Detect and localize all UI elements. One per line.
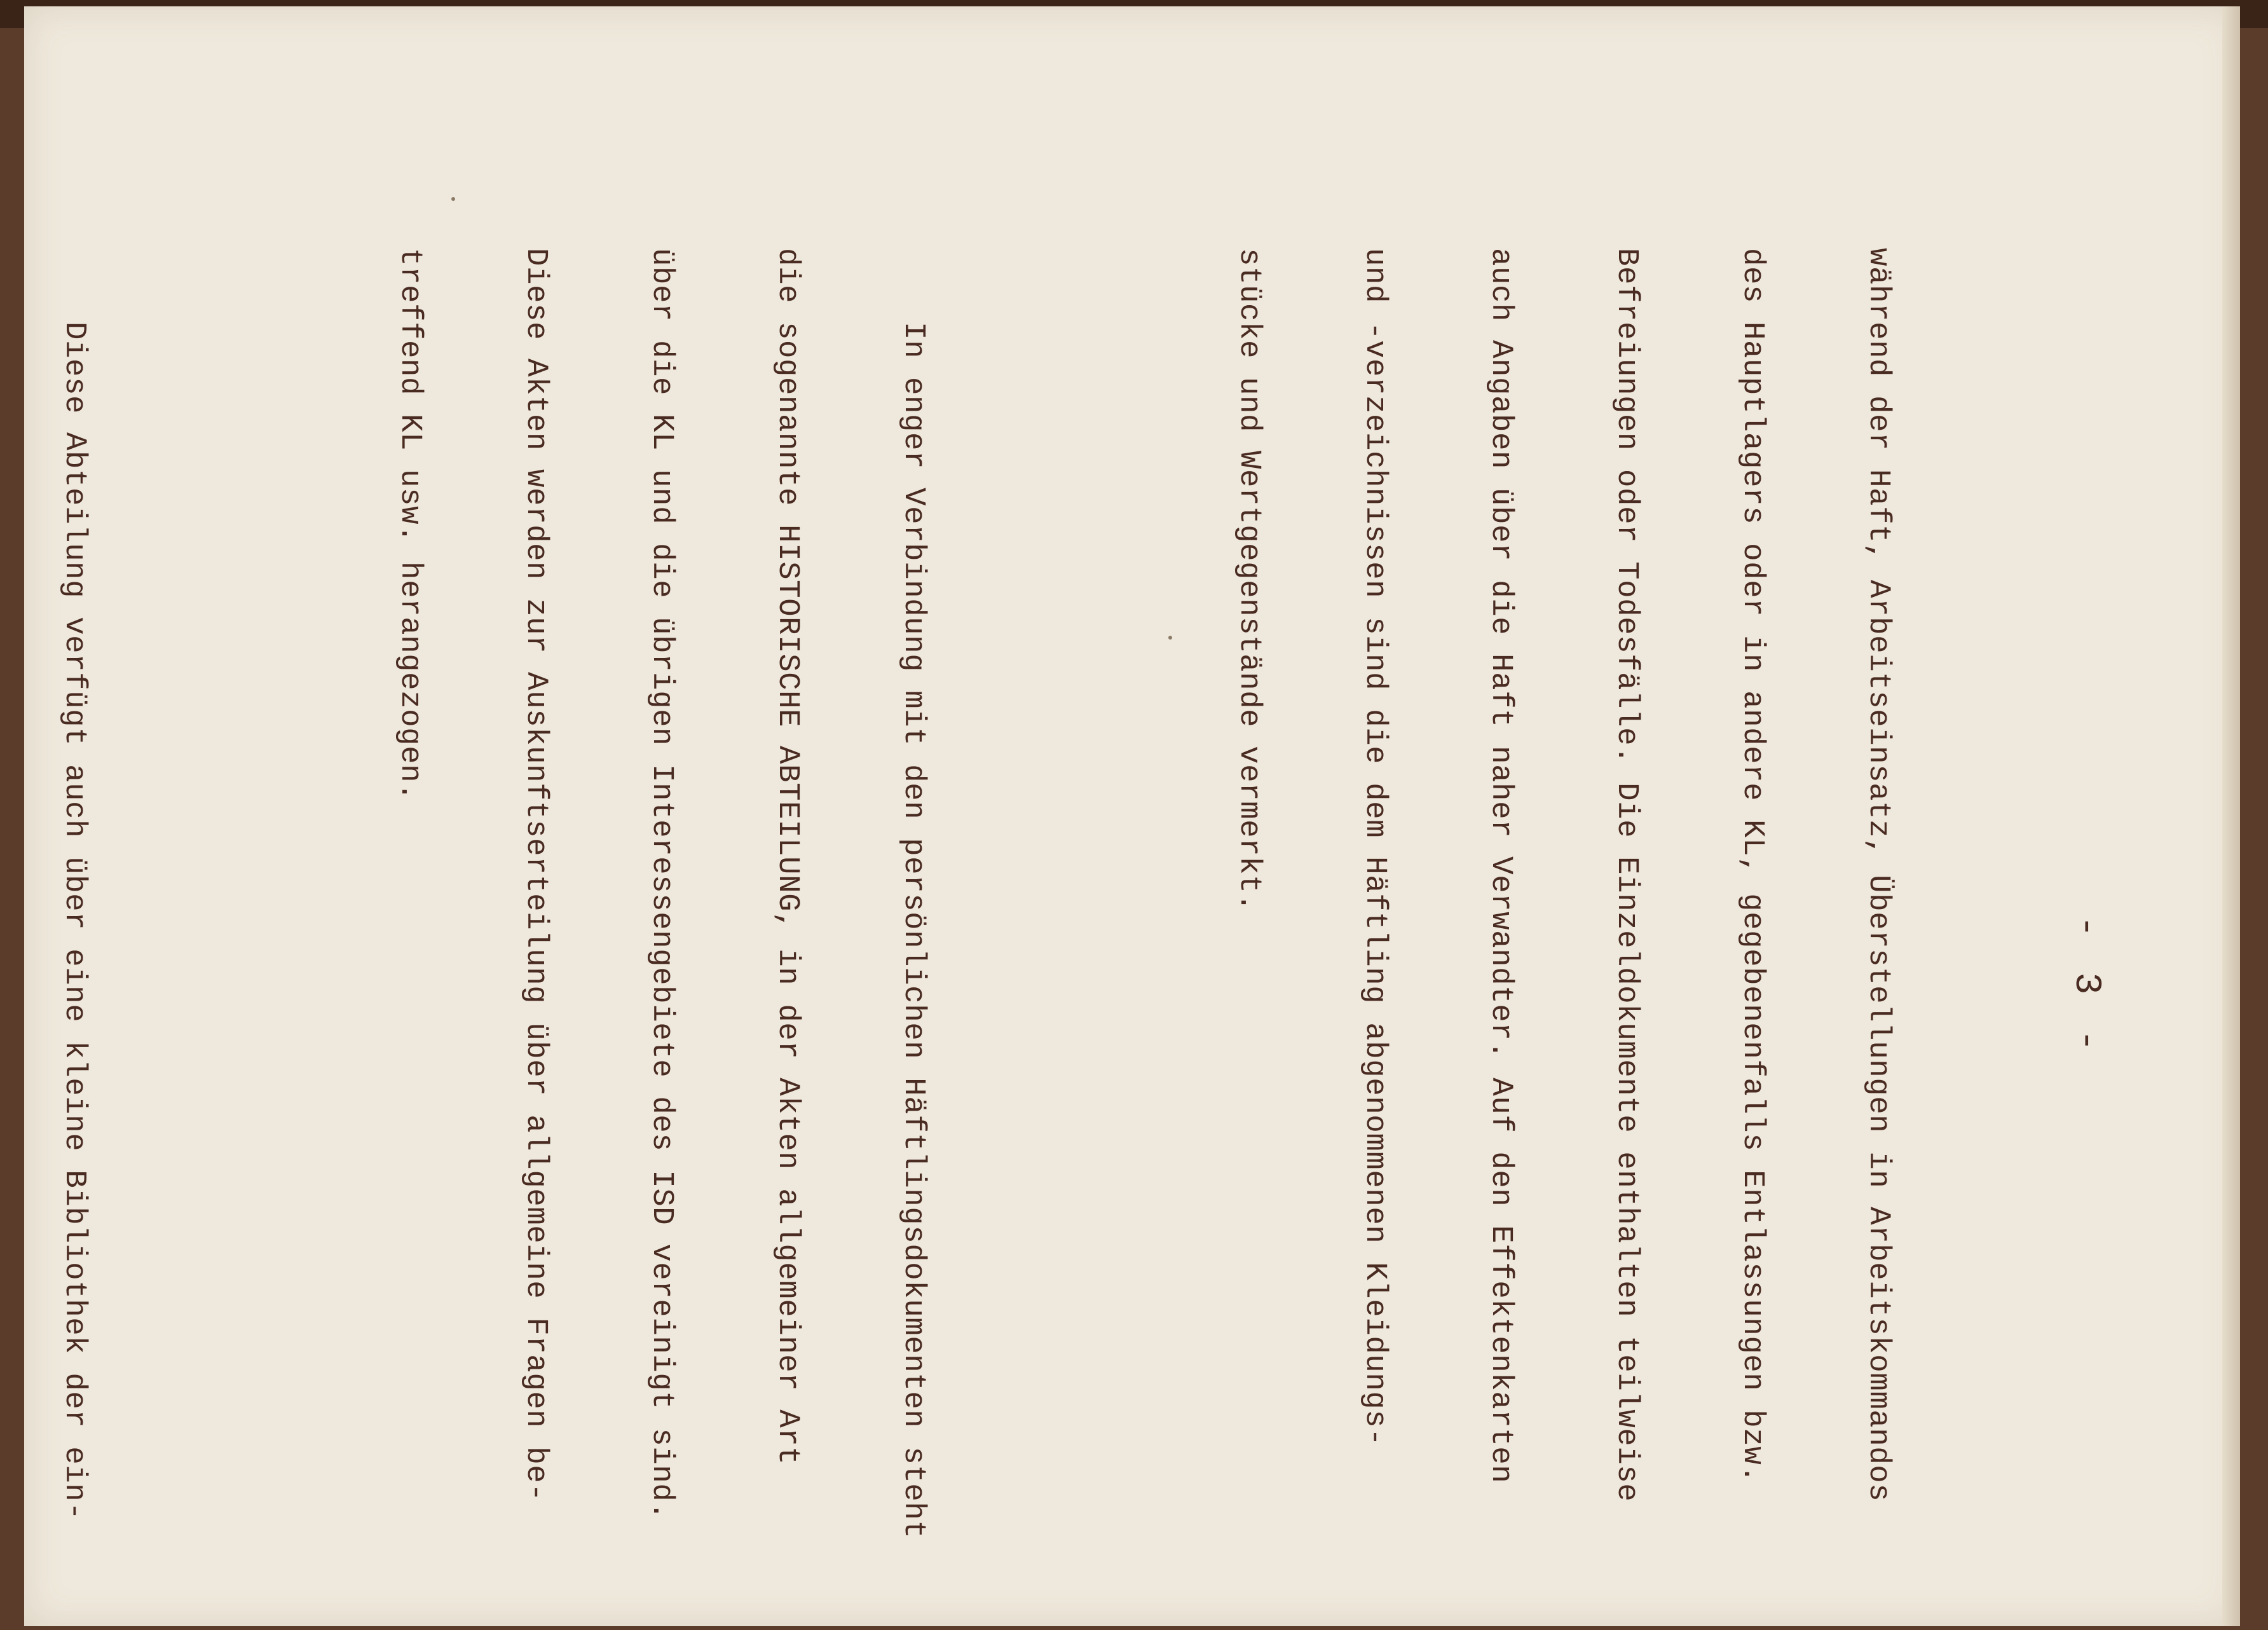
text-line: die sogenannte HISTORISCHE ABTEILUNG, in der Akten allgemeiner Art [770,248,805,1465]
text-line: über die KL und die übrigen Interessengebiete des ISD vereinigt sind. [645,248,679,1521]
text-line: des Hauptlagers oder in andere KL, gegebenenfalls Entlassungen bzw. [1735,248,1770,1484]
text-line: und -verzeichnissen sind die dem Häftling abgenommenen Kleidungs- [1358,248,1392,1447]
text-line: In enger Verbindung mit den persönlichen Häftlingsdokumenten steht [896,248,931,1539]
rotated-text-frame [57,32,2119,1608]
text-line: stücke und Wertgegenstände vermerkt. [1232,248,1266,912]
page-number: - 3 - [2065,915,2107,1058]
page-edge [2222,6,2240,1626]
text-line: Diese Abteilung verfügt auch über eine kleine Bibliothek der ein- [57,248,92,1521]
document-page [24,6,2240,1626]
text-line: Befreiungen oder Todesfälle. Die Einzeldokumente enthalten teilweise [1609,248,1644,1502]
text-line: auch Angaben über die Haft naher Verwandter. Auf den Effektenkarten [1484,248,1518,1484]
body-text [0,248,2025,1583]
text-line: während der Haft, Arbeitseinsatz, Überstellungen in Arbeitskommandos [1861,248,1896,1502]
text-line: Diese Akten werden zur Auskunftserteilung über allgemeine Fragen be- [519,248,553,1502]
text-line: treffend KL usw. herangezogen. [393,248,427,802]
